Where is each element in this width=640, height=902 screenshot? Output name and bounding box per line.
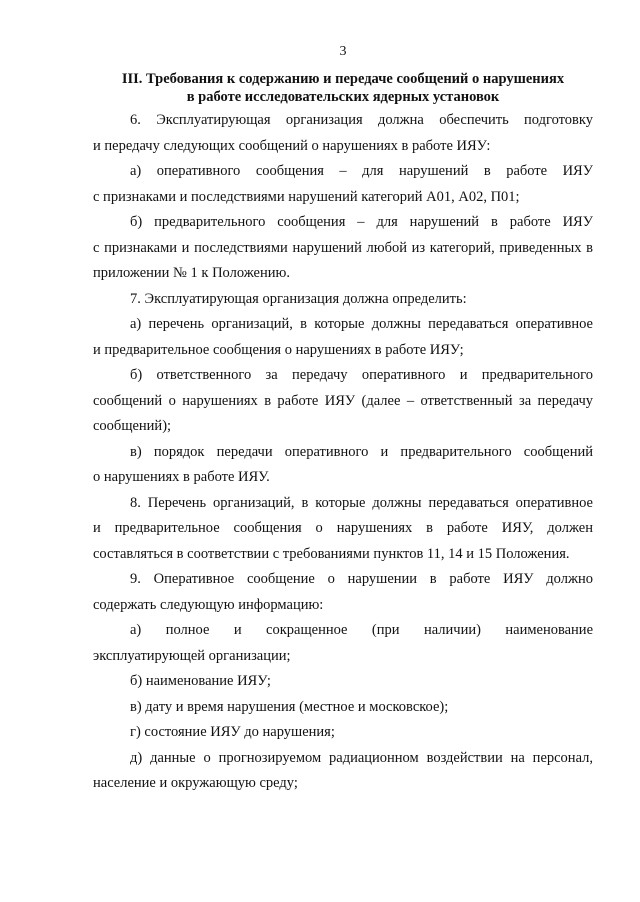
paragraph-9d xyxy=(93,720,593,746)
paragraph-first-line: а) перечень организаций, в которые должны передаваться оперативное xyxy=(130,316,593,332)
paragraph-first-line: д) данные о прогнозируемом радиационном воздействии на персонал, xyxy=(130,749,593,766)
paragraph-rest: и предварительное сообщения о нарушениях в работе ИЯУ; xyxy=(93,341,464,358)
paragraph-6b xyxy=(93,210,593,287)
paragraph-first-line: а) полное и сокращенное (при наличии) наименование xyxy=(130,622,593,638)
paragraph-first-line: в) порядок передачи оперативного и предварительного сообщений xyxy=(130,443,593,460)
paragraph-first-line: б) наименование ИЯУ; xyxy=(130,673,271,689)
paragraph-first-line: 8. Перечень организаций, в которые должны передаваться оперативное xyxy=(130,494,593,511)
paragraph-first-line: в) дату и время нарушения (местное и московское); xyxy=(130,698,449,715)
paragraph-8 xyxy=(93,491,593,568)
paragraph-first-line: 6. Эксплуатирующая организация должна обеспечить подготовку xyxy=(130,112,593,128)
paragraph-7c xyxy=(93,440,593,491)
paragraph-first-line: 7. Эксплуатирующая организация должна определить: xyxy=(130,290,467,307)
paragraph-9a xyxy=(93,618,593,669)
document-page xyxy=(93,44,593,797)
paragraph-first-line: а) оперативного сообщения – для нарушений в работе ИЯУ xyxy=(130,163,593,179)
paragraph-7a xyxy=(93,312,593,363)
paragraph-9c xyxy=(93,695,593,721)
paragraph-rest: с признаками и последствиями нарушений любой из категорий, приведенных в приложении № 1 к Положению. xyxy=(93,239,593,281)
paragraph-rest: о нарушениях в работе ИЯУ. xyxy=(93,469,270,485)
paragraph-9e xyxy=(93,746,593,797)
paragraph-7 xyxy=(93,287,593,313)
paragraph-rest: с признаками и последствиями нарушений категорий А01, А02, П01; xyxy=(93,188,520,205)
paragraph-rest: население и окружающую среду; xyxy=(93,775,298,791)
paragraph-rest: эксплуатирующей организации; xyxy=(93,647,291,664)
paragraph-9b xyxy=(93,669,593,695)
paragraph-6 xyxy=(93,108,593,159)
paragraph-first-line: г) состояние ИЯУ до нарушения; xyxy=(130,724,335,740)
paragraph-6a xyxy=(93,159,593,210)
paragraph-first-line: 9. Оперативное сообщение о нарушении в работе ИЯУ должно xyxy=(130,571,593,587)
paragraph-9 xyxy=(93,567,593,618)
page-number: 3 xyxy=(339,44,347,59)
paragraph-first-line: б) предварительного сообщения – для нарушений в работе ИЯУ xyxy=(130,214,593,230)
paragraph-rest: сообщений о нарушениях в работе ИЯУ (далее – ответственный за передачу сообщений); xyxy=(93,392,593,434)
section-heading xyxy=(93,70,593,106)
section-heading-line-1: III. Требования к содержанию и передаче сообщений о нарушениях xyxy=(121,71,565,87)
paragraph-first-line: б) ответственного за передачу оперативного и предварительного xyxy=(130,367,593,383)
section-heading-line-2: в работе исследовательских ядерных установок xyxy=(186,89,500,105)
paragraph-rest: содержать следующую информацию: xyxy=(93,596,324,613)
paragraph-rest: и предварительное сообщения о нарушениях в работе ИЯУ, должен составляться в соответствии с требованиями пунктов 11, 14 и 15 Положения. xyxy=(93,520,593,562)
paragraph-rest: и передачу следующих сообщений о нарушениях в работе ИЯУ: xyxy=(93,137,491,154)
paragraph-7b xyxy=(93,363,593,440)
